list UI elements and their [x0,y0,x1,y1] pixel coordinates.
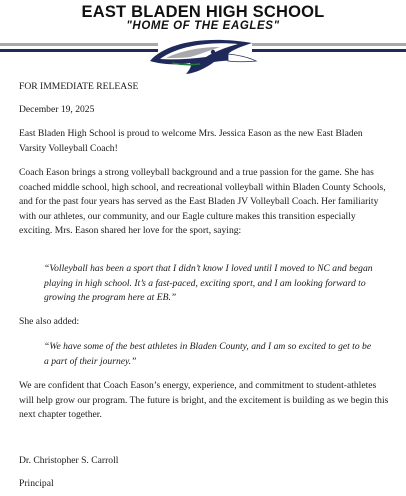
eagle-head-shape [150,40,256,74]
stripe-navy-right [252,49,406,52]
also-added-line: She also added: [19,316,80,327]
stripe-gray-right [252,43,406,46]
quote-two: “We have some of the best athletes in Bladen County, and I am so excited to get to be a part of their journey.” [44,341,372,367]
quote-one: “Volleyball has been a sport that I didn’t know I loved until I moved to NC and began playing in high school. It’s a fast-paced, exciting sport, and I am looking forward to growing the program here at EB.” [44,263,373,304]
closing-paragraph: We are confident that Coach Eason’s energy, experience, and commitment to student-athletes will help grow our program. The future is bright, and the excitement is building as we begin this next chapter together. [19,380,389,421]
background-paragraph: Coach Eason brings a strong volleyball background and a true passion for the game. She has coached middle school, high school, and recreational volleyball within Bladen County Schools, and for the past four years has served as the East Bladen JV Volleyball Coach. Her familiarity with our athletes, our community, and our Eagle culture makes this transition especially exciting. Mrs. Eason shared her love for the sport, saying: [19,167,386,237]
signature-name: Dr. Christopher S. Carroll [19,455,119,466]
school-motto: "HOME OF THE EAGLES" [126,20,280,32]
stripe-gray-left [0,43,158,46]
school-name: EAST BLADEN HIGH SCHOOL [81,3,325,21]
release-date: December 19, 2025 [19,104,95,115]
intro-paragraph: East Bladen High School is proud to welcome Mrs. Jessica Eason as the new East Bladen Varsity Volleyball Coach! [19,128,363,154]
signature-title: Principal [19,478,54,489]
eagle-head-icon [0,35,406,75]
stripe-navy-left [0,49,158,52]
release-label: FOR IMMEDIATE RELEASE [19,81,139,92]
